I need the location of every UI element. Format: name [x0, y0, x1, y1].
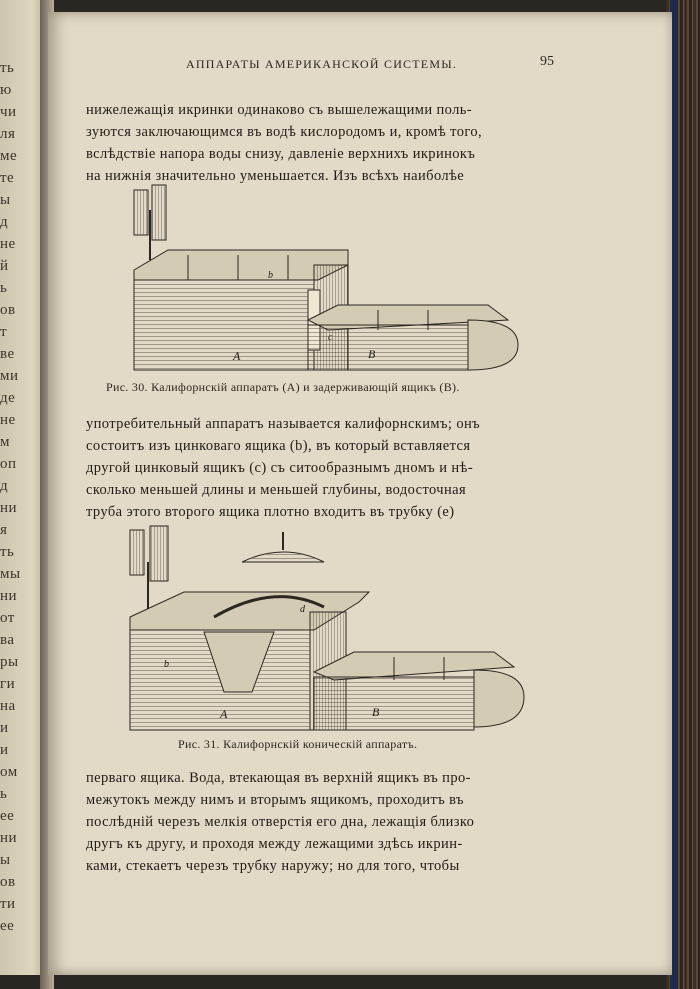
text-line: сколько меньшей длины и меньшей глубины, водосточная: [86, 482, 467, 498]
facing-page-text-fragment: ги: [0, 676, 16, 692]
facing-page-text-fragment: и: [0, 720, 9, 736]
facing-page-text-fragment: я: [0, 522, 8, 538]
text-line: труба этого второго ящика плотно входитъ въ трубку (e): [86, 504, 455, 520]
facing-page-text-fragment: ля: [0, 126, 16, 142]
facing-page-text-fragment: ом: [0, 764, 18, 780]
facing-page-text-fragment: те: [0, 170, 15, 186]
svg-text:d: d: [300, 604, 305, 615]
facing-page-text-fragment: ти: [0, 896, 16, 912]
facing-page-text-fragment: на: [0, 698, 16, 714]
page-number: 95: [540, 54, 554, 69]
facing-page-text-fragment: де: [0, 390, 16, 406]
facing-page-text-fragment: ов: [0, 874, 16, 890]
facing-page-text-fragment: не: [0, 236, 16, 252]
figure-30-california-apparatus: [128, 180, 528, 375]
text-line: другой цинковый ящикъ (c) съ ситообразнымъ дномъ и нѣ-: [86, 460, 474, 476]
svg-text:b: b: [268, 270, 273, 281]
facing-page-text-fragment: д: [0, 214, 9, 230]
facing-page-text-fragment: ь: [0, 786, 8, 802]
text-line: вслѣдствіе напора воды снизу, давленіе верхнихъ икринокъ: [86, 146, 476, 162]
svg-text:A: A: [233, 349, 241, 363]
facing-page-text-fragment: ее: [0, 808, 15, 824]
text-line: ками, стекаетъ черезъ трубку наружу; но для того, чтобы: [86, 858, 460, 874]
figure-31-conical-apparatus: [124, 522, 534, 737]
text-line: другъ къ другу, и проходя между лежащими здѣсь икрин-: [86, 836, 463, 852]
text-line: зуются заключающимся въ водѣ кислородомъ и, кромѣ того,: [86, 124, 483, 140]
facing-page-text-fragment: й: [0, 258, 9, 274]
text-line: нижележащія икринки одинаково съ вышележащими поль-: [86, 102, 473, 118]
text-line: состоитъ изъ цинковаго ящика (b), въ который вставляется: [86, 438, 471, 454]
facing-page-text-fragment: ть: [0, 60, 15, 76]
text-line: межутокъ между нимъ и вторымъ ящикомъ, проходитъ въ: [86, 792, 464, 808]
text-line: употребительный аппаратъ называется калифорнскимъ; онъ: [86, 416, 481, 432]
text-line: послѣдній черезъ мелкія отверстія его дна, лежащія близко: [86, 814, 475, 830]
facing-page-text-fragment: ы: [0, 852, 11, 868]
facing-page-text-fragment: м: [0, 434, 10, 450]
facing-page-text-fragment: ть: [0, 544, 15, 560]
running-head: АППАРАТЫ АМЕРИКАНСКОЙ СИСТЕМЫ.: [186, 57, 458, 71]
figure-30-caption: Рис. 30. Калифорнскій аппаратъ (A) и задерживающій ящикъ (B).: [106, 380, 460, 394]
facing-page-text-fragment: ва: [0, 632, 15, 648]
facing-page-text-fragment: ов: [0, 302, 16, 318]
text-line: перваго ящика. Вода, втекающая въ верхній ящикъ въ про-: [86, 770, 471, 786]
facing-page-text-fragment: мы: [0, 566, 21, 582]
facing-page-text-fragment: ни: [0, 588, 18, 604]
facing-page-text-fragment: оп: [0, 456, 17, 472]
svg-text:b: b: [164, 659, 169, 670]
facing-page-text-fragment: д: [0, 478, 9, 494]
svg-text:A: A: [220, 707, 228, 721]
facing-page-text-fragment: ю: [0, 82, 12, 98]
facing-page-text-fragment: от: [0, 610, 15, 626]
facing-page-text-fragment: ми: [0, 368, 19, 384]
facing-page-text-fragment: не: [0, 412, 16, 428]
text-line: на нижнія значительно уменьшается. Изъ всѣхъ наиболѣе: [86, 168, 465, 184]
facing-page-text-fragment: т: [0, 324, 8, 340]
book-page: [48, 12, 672, 975]
facing-page-text-fragment: ме: [0, 148, 18, 164]
facing-page-text-fragment: ры: [0, 654, 19, 670]
svg-text:B: B: [368, 347, 376, 361]
facing-page-text-fragment: ы: [0, 192, 11, 208]
svg-text:B: B: [372, 705, 380, 719]
facing-page-text-fragment: ве: [0, 346, 15, 362]
figure-31-caption: Рис. 31. Калифорнскій коническій аппаратъ.: [178, 737, 418, 751]
facing-page-text-fragment: и: [0, 742, 9, 758]
svg-text:c: c: [328, 332, 333, 343]
facing-page-text-fragment: чи: [0, 104, 17, 120]
facing-page-text-fragment: ее: [0, 918, 15, 934]
facing-page-text-fragment: ни: [0, 500, 18, 516]
facing-page-text-fragment: ни: [0, 830, 18, 846]
facing-page-text-fragment: ь: [0, 280, 8, 296]
